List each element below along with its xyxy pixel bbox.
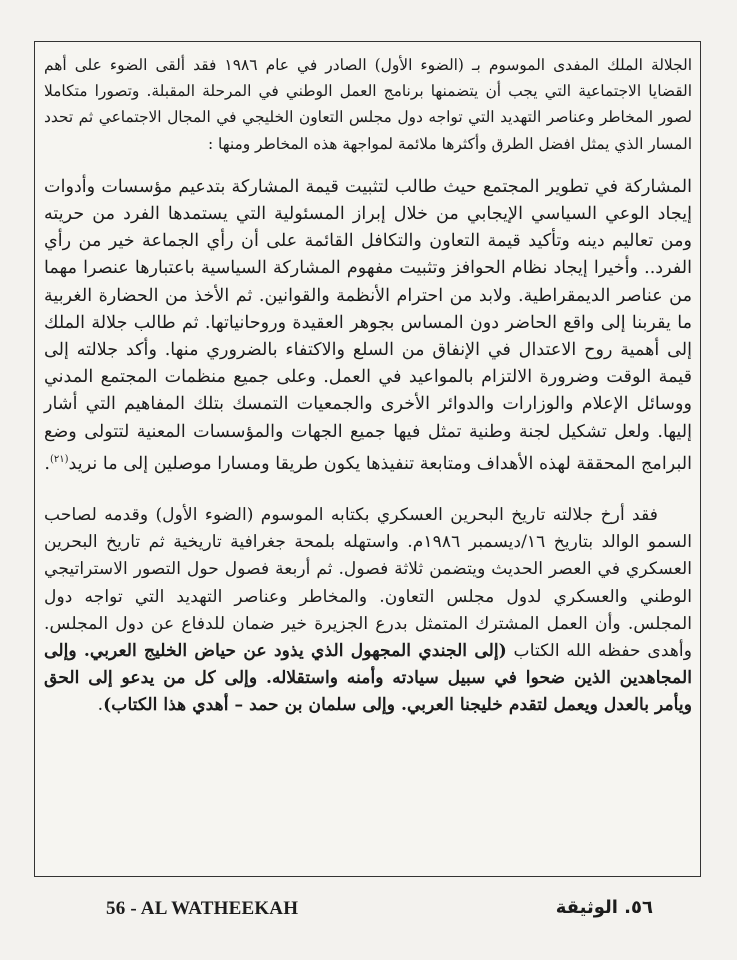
article-body	[44, 52, 692, 720]
paragraph-book	[44, 502, 692, 720]
page-footer	[34, 898, 701, 924]
paragraph-intro: الجلالة الملك المفدى الموسوم بـ (الضوء الأول) الصادر في عام ١٩٨٦ فقد ألقى الضوء على أهم القضايا الاجتماعية التي يجب أن يتضمنها برنامج العمل الوطني في المرحلة المقبلة. وتصورا متكاملا لصور المخاطر وعناصر التهديد التي تواجه دول مجلس التعاون الخليجي في المجال الاجتماعي ثم تحدد المسار الذي يمثل افضل الطرق وأكثرها ملائمة لمواجهة هذه المخاطر ومنها :	[44, 56, 692, 153]
book-dedication-end: .	[97, 695, 104, 716]
paragraph-book-text: فقد أرخ جلالته تاريخ البحرين العسكري بكتابه الموسوم (الضوء الأول) وقدمه لصاحب السمو الوالد بتاريخ ١٦/ديسمبر ١٩٨٦م. واستهله بلمحة جغرافية تاريخية ثم تاريخ البحرين العسكري في العصر الحديث ويتضمن ثلاثة فصول. ثم أربعة فصول حول التصور الاستراتيجي الوطني والعسكري لدول مجلس التعاون. والمخاطر وعناصر التهديد التي تواجه دول المجلس. وأن العمل المشترك المتمثل بدرع الجزيرة خير ضمان للدفاع عن دول المجلس. وأهدى حفظه الله الكتاب	[44, 504, 692, 661]
paragraph-participation-text: المشاركة في تطوير المجتمع حيث طالب لتثبيت قيمة المشاركة بتدعيم مؤسسات وأدوات إيجاد الوعي السياسي الإيجابي من خلال إبراز المسئولية التي يستمدها الفرد من حريته ومن تعاليم دينه وتأكيد قيمة التعاون والتكافل القائمة على أن رأي الجماعة خير من رأي الفرد.. وأخيرا إيجاد نظام الحوافز وتثبيت مفهوم المشاركة السياسية باعتبارها عنصرا مهما من عناصر الديمقراطية. ولابد من احترام الأنظمة والقوانين. ثم الأخذ من الحضارة الغربية ما يقربنا إلى واقع الحاضر دون المساس بجوهر العقيدة وروحانياتها. ثم طالب جلالة الملك إلى أهمية روح الاعتدال في الإنفاق من السلع والاكتفاء بالضروري منها. وأكد جلالته إلى قيمة الوقت وضرورة الالتزام بالمواعيد في العمل. وعلى جميع منظمات المجتمع المدني ووسائل الإعلام والوزارات والدوائر الأخرى والجمعيات التمسك بتلك المفاهيم التي أشار إليها. ولعل تشكيل لجنة وطنية تمثل فيها جميع الجهات والمؤسسات المعنية لتتولى وضع البرامج المحققة لهذه الأهداف ومتابعة تنفيذها يكون طريقا ومسارا موصلين إلى ما نريد	[44, 176, 693, 474]
paragraph-participation	[44, 174, 692, 478]
paragraph-participation-end: .	[44, 453, 50, 474]
book-dedication: (إلى الجندي المجهول الذي يذود عن حياض الخليج العربي. وإلى المجاهدين الذين ضحوا في سبيل سيادته وأمنه واستقلاله. وإلى كل من يدعو إلى الحق ويأمر بالعدل ويعمل لتقدم خليجنا العربي. وإلى سلمان بن حمد – أهدي هذا الكتاب)	[44, 640, 692, 716]
footer-page-label-ar: ٥٦. الوثيقة	[555, 897, 653, 918]
footer-page-label-en: 56 - AL WATHEEKAH	[106, 898, 299, 919]
footnote-marker: (٢١)	[49, 453, 69, 465]
